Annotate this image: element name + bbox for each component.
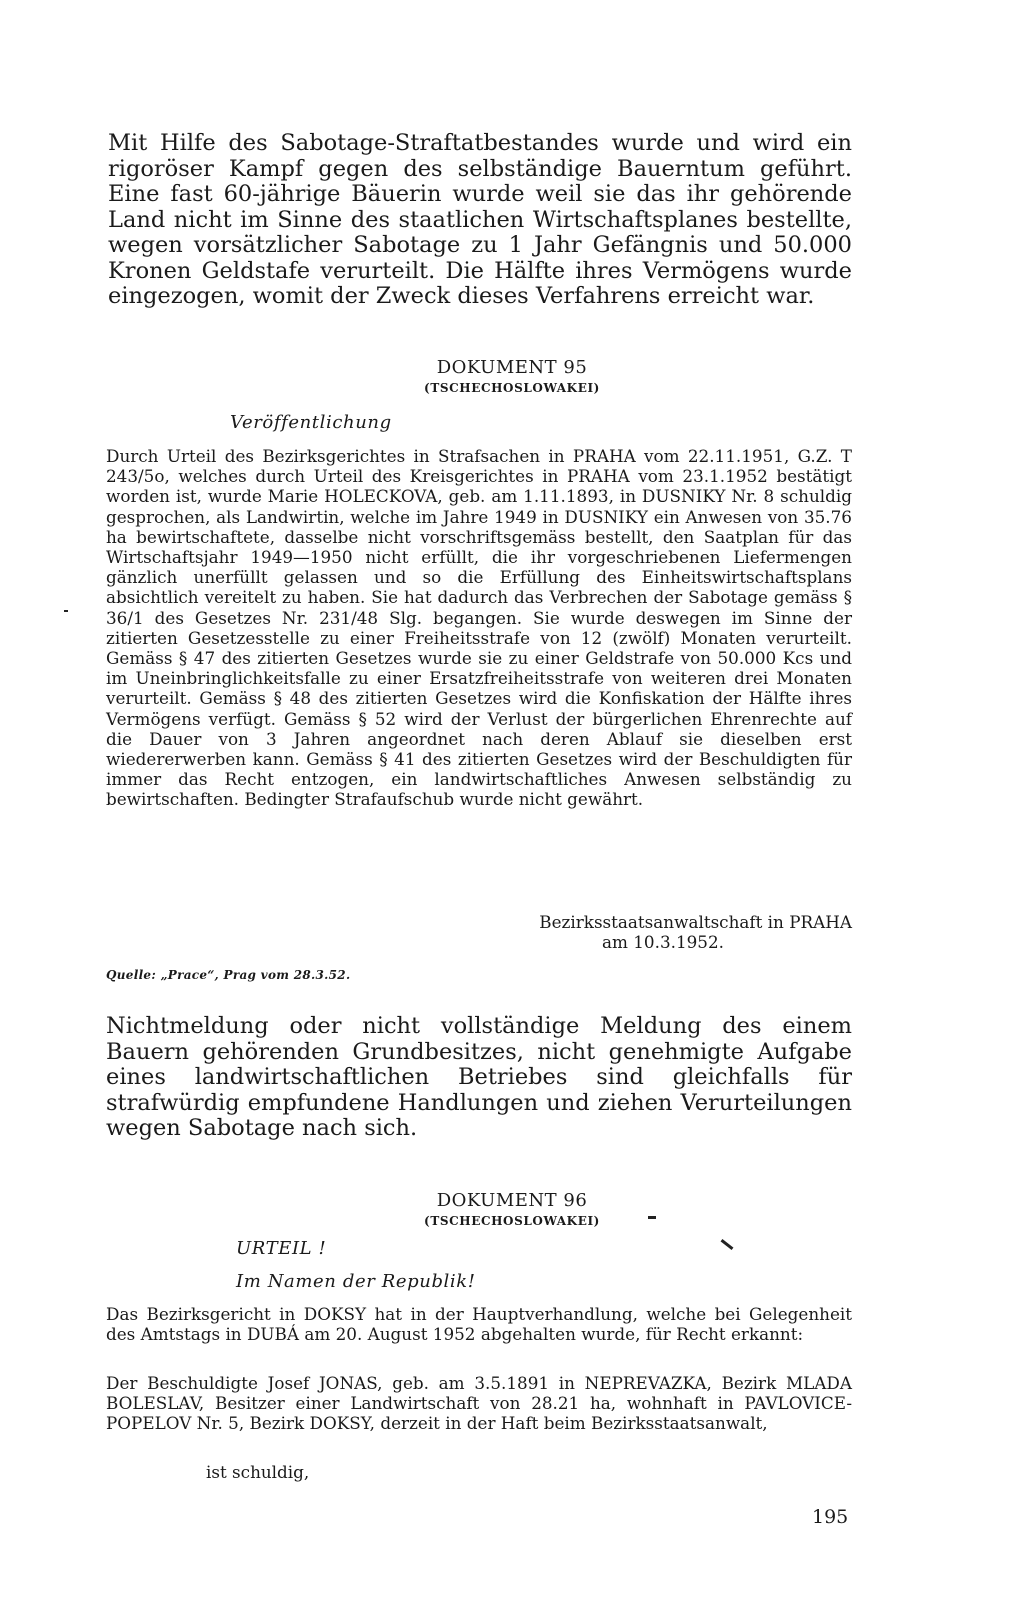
document-95-country: (TSCHECHOSLOWAKEI) bbox=[424, 381, 600, 395]
page-number: 195 bbox=[812, 1506, 849, 1528]
document-95-title: DOKUMENT 95 bbox=[436, 357, 588, 378]
print-artifact-mark bbox=[64, 610, 68, 612]
document-96-header bbox=[0, 1190, 1024, 1228]
document-96-heading-2: Im Namen der Republik! bbox=[236, 1271, 476, 1292]
document-96-country: (TSCHECHOSLOWAKEI) bbox=[424, 1214, 600, 1228]
signature-date: am 10.3.1952. bbox=[602, 932, 724, 953]
document-96-title: DOKUMENT 96 bbox=[436, 1190, 588, 1211]
print-artifact-mark bbox=[721, 1239, 734, 1250]
print-artifact-mark bbox=[648, 1216, 656, 1219]
document-96-paragraph-2: Der Beschuldigte Josef JONAS, geb. am 3.5.1891 in NEPREVAZKA, Bezirk MLADA BOLESLAV, Besitzer einer Landwirtschaft von 28.21 ha, wohnhaft in PAVLOVICE-POPELOV Nr. 5, Bezirk DOKSY, derzeit in der Haft beim Bezirksstaatsanwalt, bbox=[106, 1373, 852, 1434]
document-96-paragraph-1: Das Bezirksgericht in DOKSY hat in der Hauptverhandlung, welche bei Gelegenheit des Amtstags in DUBÁ am 20. August 1952 abgehalten wurde, für Recht erkannt: bbox=[106, 1304, 852, 1345]
document-95-heading: Veröffentlichung bbox=[230, 412, 392, 433]
signature-authority: Bezirksstaatsanwaltschaft in PRAHA bbox=[539, 912, 852, 932]
document-95-body: Durch Urteil des Bezirksgerichtes in Strafsachen in PRAHA vom 22.11.1951, G.Z. T 243/5o, welches durch Urteil des Kreisgerichtes in PRAHA vom 23.1.1952 bestätigt worden ist, wurde Marie HOLECKOVA, geb. am 1.11.1893, in DUSNIKY Nr. 8 schuldig gesprochen, als Landwirtin, welche im Jahre 1949 in DUSNIKY ein Anwesen von 35.76 ha bewirtschaftete, dasselbe nicht vorschriftsgemäss bestellt, den Saatplan für das Wirtschaftsjahr 1949—1950 nicht erfüllt, die ihr vorgeschriebenen Liefermengen gänzlich unerfüllt gelassen und so die Erfüllung des Einheitswirtschaftsplans absichtlich vereitelt zu haben. Sie hat dadurch das Verbrechen der Sabotage gemäss § 36/1 des Gesetzes Nr. 231/48 Slg. begangen. Sie wurde deswegen im Sinne der zitierten Gesetzesstelle zu einer Freiheitsstrafe von 12 (zwölf) Monaten verurteilt. Gemäss § 47 des zitierten Gesetzes wurde sie zu einer Geldstrafe von 50.000 Kcs und im Uneinbringlichkeitsfalle zu einer Ersatzfreiheitsstrafe von weiteren drei Monaten verurteilt. Gemäss § 48 des zitierten Gesetzes wird die Konfiskation der Hälfte ihres Vermögens verfügt. Gemäss § 52 wird der Verlust der bürgerlichen Ehrenrechte auf die Dauer von 3 Jahren angeordnet nach deren Ablauf sie dieselben erst wiedererwerben kann. Gemäss § 41 des zitierten Gesetzes wird der Beschuldigten für immer das Recht entzogen, ein landwirtschaftliches Anwesen selbständig zu bewirtschaften. Bedingter Strafaufschub wurde nicht gewährt. bbox=[106, 446, 852, 810]
document-96-heading-1: URTEIL ! bbox=[236, 1238, 327, 1259]
document-95-header bbox=[0, 357, 1024, 395]
document-95-signature bbox=[458, 912, 852, 952]
document-95-source: Quelle: „Prace“, Prag vom 28.3.52. bbox=[106, 968, 351, 982]
intro-paragraph: Mit Hilfe des Sabotage-Straftatbestandes wurde und wird ein rigoröser Kampf gegen des selbständige Bauerntum geführt. Eine fast 60-jährige Bäuerin wurde weil sie das ihr gehörende Land nicht im Sinne des staatlichen Wirtschaftsplanes bestellte, wegen vorsätzlicher Sabotage zu 1 Jahr Gefängnis und 50.000 Kronen Geldstafe verurteilt. Die Hälfte ihres Vermögens wurde eingezogen, womit der Zweck dieses Verfahrens erreicht war. bbox=[108, 130, 852, 309]
middle-paragraph: Nichtmeldung oder nicht vollständige Meldung des einem Bauern gehörenden Grundbesitzes, nicht genehmigte Aufgabe eines landwirtschaftlichen Betriebes sind gleichfalls für strafwürdig empfundene Handlungen und ziehen Verurteilungen wegen Sabotage nach sich. bbox=[106, 1013, 852, 1142]
document-96-paragraph-3: ist schuldig, bbox=[206, 1462, 310, 1482]
